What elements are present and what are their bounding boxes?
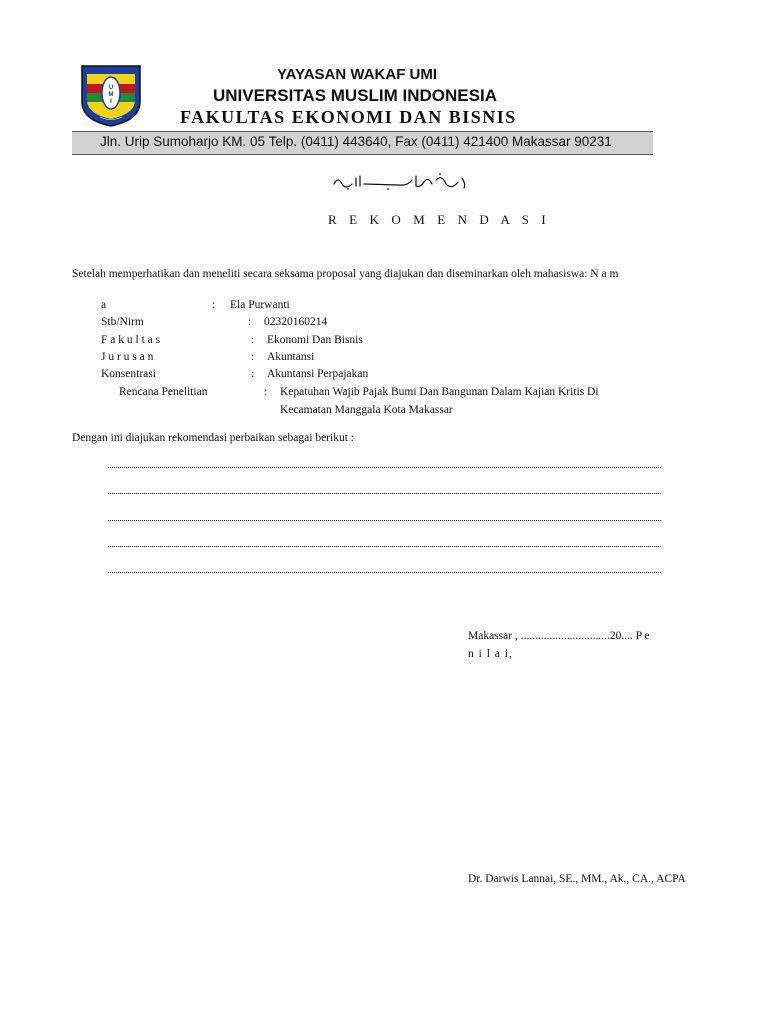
field-value-rencana-cont: Kecamatan Manggala Kota Makassar <box>280 404 453 416</box>
field-colon: : <box>251 368 255 380</box>
field-value-name: Ela Purwanti <box>230 299 290 311</box>
field-value-jurusan: Akuntansi <box>267 351 315 363</box>
field-label-stb: Stb/Nirm <box>101 316 144 328</box>
field-label-jurusan: J u r u s a n <box>101 351 154 363</box>
foundation-name: YAYASAN WAKAF UMI <box>277 66 438 83</box>
document-title: R E K O M E N D A S I <box>328 212 551 227</box>
field-value-fakultas: Ekonomi Dan Bisnis <box>267 334 363 346</box>
field-value-stb: 02320160214 <box>264 316 328 328</box>
faculty-name: FAKULTAS EKONOMI DAN BISNIS <box>180 107 517 127</box>
university-name: UNIVERSITAS MUSLIM INDONESIA <box>213 86 497 105</box>
intro-paragraph: Setelah memperhatikan dan meneliti secara seksama proposal yang diajukan dan diseminarkan oleh mahasiswa: N a m <box>72 268 619 280</box>
field-colon: : <box>264 386 268 398</box>
dotted-line <box>108 467 661 468</box>
field-label-rencana: Rencana Penelitian <box>119 386 208 398</box>
dotted-line <box>108 572 661 573</box>
place-date: Makassar , ...............................20.... P e <box>468 630 650 642</box>
dotted-line <box>108 520 661 521</box>
field-colon: : <box>248 316 252 328</box>
field-label-konsentrasi: Konsentrasi <box>101 368 156 380</box>
field-colon: : <box>212 299 216 311</box>
university-logo <box>78 62 144 128</box>
dotted-line <box>108 493 661 494</box>
svg-text:M: M <box>108 92 114 98</box>
field-colon: : <box>251 351 255 363</box>
recommendation-intro: Dengan ini diajukan rekomendasi perbaikan sebagai berikut : <box>72 432 354 444</box>
field-value-rencana: Kepatuhan Wajib Pajak Bumi Dan Bangunan Dalam Kajian Kritis Di <box>280 386 599 398</box>
signatory-name: Dr. Darwis Lannai, SE., MM., Ak., CA., ACPA <box>468 873 686 885</box>
field-label-name: a <box>101 299 107 311</box>
bismillah-calligraphy <box>328 170 470 192</box>
field-value-konsentrasi: Akuntansi Perpajakan <box>267 368 369 380</box>
svg-text:U: U <box>108 85 114 91</box>
svg-text:I: I <box>110 99 112 105</box>
field-colon: : <box>251 334 255 346</box>
assessor-label: n i l a i, <box>468 648 513 660</box>
address-text: Jln. Urip Sumoharjo KM. 05 Telp. (0411) 443640, Fax (0411) 421400 Makassar 90231 <box>100 134 612 149</box>
field-label-fakultas: F a k u l t a s <box>101 334 161 346</box>
dotted-line <box>108 546 661 547</box>
